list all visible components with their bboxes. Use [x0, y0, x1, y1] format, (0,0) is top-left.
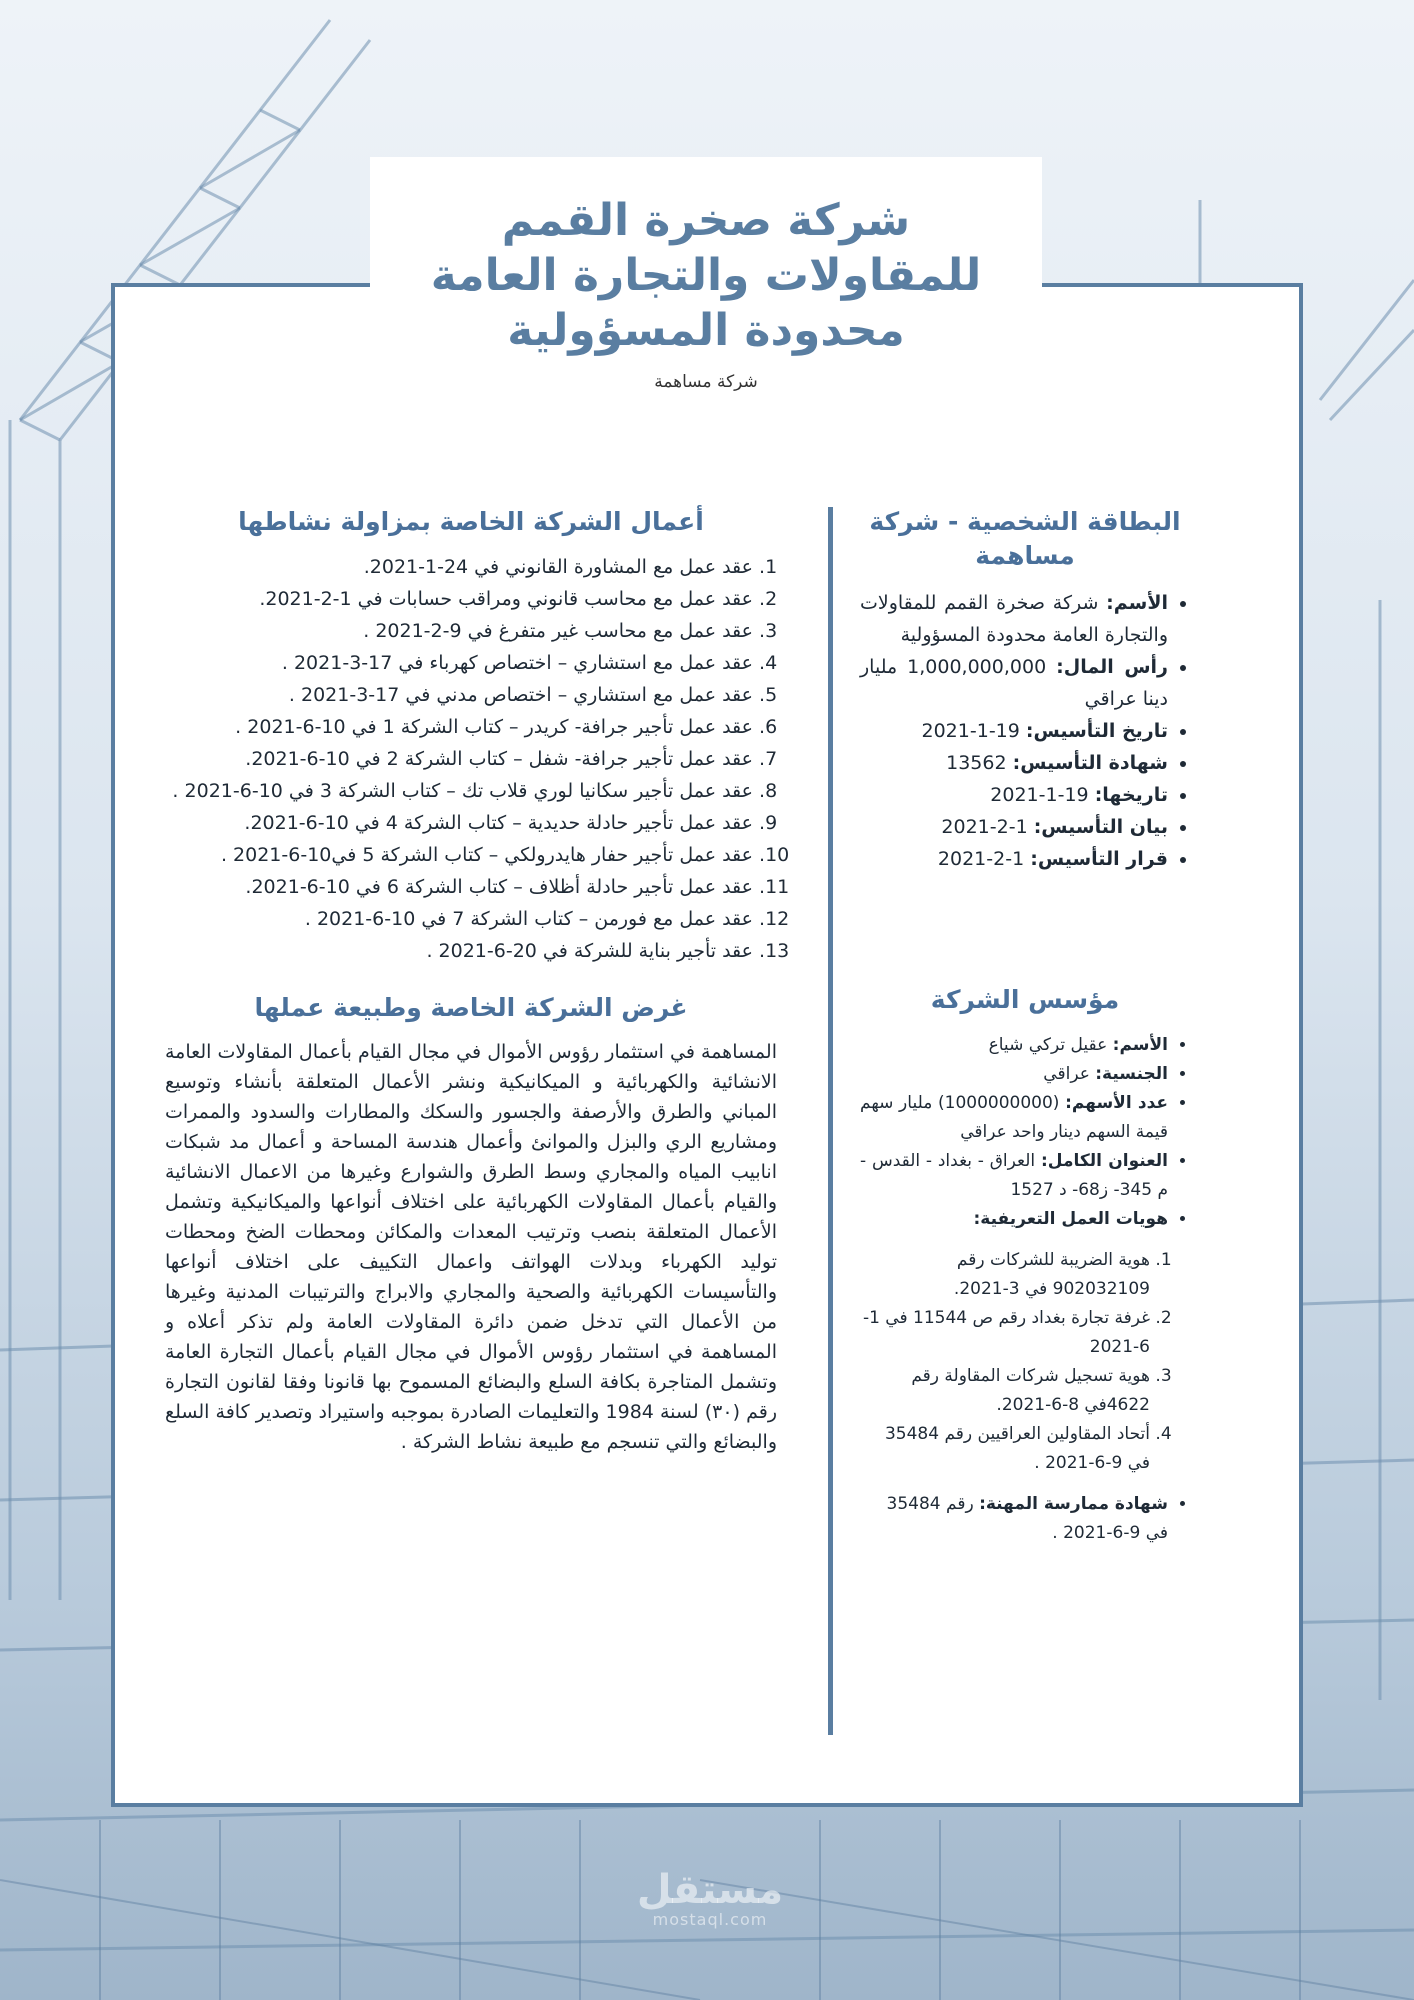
list-item: 10. عقد عمل تأجير حفار هايدرولكي – كتاب الشركة 5 في10-6-2021 .: [165, 839, 753, 871]
id-card-heading: البطاقة الشخصية - شركة مساهمة: [869, 507, 1181, 570]
list-item: 9. عقد عمل تأجير حادلة حديدية – كتاب الشركة 4 في 10-6-2021.: [165, 807, 753, 839]
list-item: 3. هوية تسجيل شركات المقاولة رقم 4622في 8-6-2021.: [860, 1362, 1150, 1420]
title-line-2: للمقاولات والتجارة العامة: [430, 250, 982, 301]
watermark-site: mostaql.com: [652, 1910, 768, 1929]
list-item: 4. عقد عمل مع استشاري – اختصاص كهرباء في 17-3-2021 .: [165, 647, 753, 679]
list-item: 13. عقد تأجير بناية للشركة في 20-6-2021 .: [165, 935, 753, 967]
list-item: 5. عقد عمل مع استشاري – اختصاص مدني في 17-3-2021 .: [165, 679, 753, 711]
list-item: 7. عقد عمل تأجير جرافة- شفل – كتاب الشركة 2 في 10-6-2021.: [165, 743, 753, 775]
founder-heading: مؤسس الشركة: [930, 985, 1120, 1014]
work-ids-list: [860, 1246, 1168, 1478]
list-item: • عدد الأسهم: (1000000000) مليار سهم قيمة السهم دينار واحد عراقي: [860, 1089, 1168, 1147]
list-item: • قرار التأسيس: 1-2-2021: [860, 843, 1168, 875]
watermark-text: مستقل: [636, 1867, 784, 1913]
list-item: • بيان التأسيس: 1-2-2021: [860, 811, 1168, 843]
id-card-list: [860, 587, 1190, 875]
list-item: 1. هوية الضريبة للشركات رقم 902032109 في 3-2021.: [860, 1246, 1150, 1304]
list-item: • شهادة التأسيس: 13562: [860, 747, 1168, 779]
company-subtitle: شركة مساهمة: [654, 372, 758, 392]
watermark-logo: [610, 1867, 810, 1930]
list-item: 11. عقد عمل تأجير حادلة أظلاف – كتاب الشركة 6 في 10-6-2021.: [165, 871, 753, 903]
right-column: [860, 505, 1190, 1548]
list-item: • تاريخها: 19-1-2021: [860, 779, 1168, 811]
list-item: 3. عقد عمل مع محاسب غير متفرغ في 9-2-2021 .: [165, 615, 753, 647]
list-item: • الجنسية: عراقي: [860, 1060, 1168, 1089]
list-item: • هويات العمل التعريفية: 1. هوية الضريبة للشركات رقم 902032109 في 3-2021. 2. غرفة تجارة بغداد رقم ص 11544 في 1-6-2021 3. هوية تسجيل شركات المقاولة رقم 4622في 8-6-2021. 4. أتحاد المقاولين العراقيين رقم 35484 في 9-6-2021 .: [860, 1205, 1168, 1478]
left-column: [165, 505, 777, 1457]
column-divider: [828, 507, 833, 1735]
title-line-3: محدودة المسؤولية: [507, 305, 905, 356]
list-item: • الأسم: شركة صخرة القمم للمقاولات والتجارة العامة محدودة المسؤولية: [860, 587, 1168, 651]
list-item: 6. عقد عمل تأجير جرافة- كريدر – كتاب الشركة 1 في 10-6-2021 .: [165, 711, 753, 743]
list-item: 2. غرفة تجارة بغداد رقم ص 11544 في 1-6-2021: [860, 1304, 1150, 1362]
title-line-1: شركة صخرة القمم: [501, 195, 911, 246]
works-list: [165, 551, 777, 967]
list-item: 2. عقد عمل مع محاسب قانوني ومراقب حسابات في 1-2-2021.: [165, 583, 753, 615]
list-item: • رأس المال: 1,000,000,000 مليار دينا عراقي: [860, 651, 1168, 715]
list-item: 12. عقد عمل مع فورمن – كتاب الشركة 7 في 10-6-2021 .: [165, 903, 753, 935]
founder-list: [860, 1031, 1190, 1548]
company-title: [370, 193, 1042, 358]
list-item: • العنوان الكامل: العراق - بغداد - القدس - م 345- ز68- د 1527: [860, 1147, 1168, 1205]
purpose-heading: غرض الشركة الخاصة وطبيعة عملها: [254, 993, 688, 1022]
purpose-text: المساهمة في استثمار رؤوس الأموال في مجال القيام بأعمال المقاولات العامة الانشائية والكهربائية و الميكانيكية ونشر الأعمال المتعلقة بأنشاء وتوسيع المباني والطرق والأرصفة والجسور والسكك والمطارات والسدود والممرات ومشاريع الري والبزل والموانئ وأعمال هندسة المساحة و أعمال مد شبكات انابيب المياه والمجاري وسط الطرق والشوارع وغيرها من الاعمال الانشائية والقيام بأعمال المقاولات الكهربائية على اختلاف أنواعها والميكانيكية وتشمل الأعمال المتعلقة بنصب وترتيب المعدات والمكائن ومحطات الضخ ومحطات توليد الكهرباء وبدلات الهواتف واعمال التكييف على اختلاف أنواعها والتأسيسات الكهربائية والصحية والمجاري والابراج والترتيبات المدنية وغيرها من الأعمال التي تدخل ضمن دائرة المقاولات العامة ولم تذكر أعلاه و المساهمة في استثمار رؤوس الأموال في مجال القيام بأعمال التجارة العامة وتشمل المتاجرة بكافة السلع والبضائع المسموح بها قانونا وفقا لقانون التجارة رقم (٣٠) لسنة 1984 والتعليمات الصادرة بموجبه واستيراد وتصدير كافة السلع والبضائع والتي تنسجم مع طبيعة نشاط الشركة .: [165, 1041, 777, 1453]
title-box: [370, 157, 1042, 397]
works-heading: أعمال الشركة الخاصة بمزاولة نشاطها: [238, 507, 704, 536]
list-item: 8. عقد عمل تأجير سكانيا لوري قلاب تك – كتاب الشركة 3 في 10-6-2021 .: [165, 775, 753, 807]
list-item: 1. عقد عمل مع المشاورة القانوني في 24-1-2021.: [165, 551, 753, 583]
list-item: 4. أتحاد المقاولين العراقيين رقم 35484 في 9-6-2021 .: [860, 1420, 1150, 1478]
list-item: • تاريخ التأسيس: 19-1-2021: [860, 715, 1168, 747]
list-item: • الأسم: عقيل تركي شياع: [860, 1031, 1168, 1060]
list-item: • شهادة ممارسة المهنة: رقم 35484 في 9-6-2021 .: [860, 1490, 1168, 1548]
